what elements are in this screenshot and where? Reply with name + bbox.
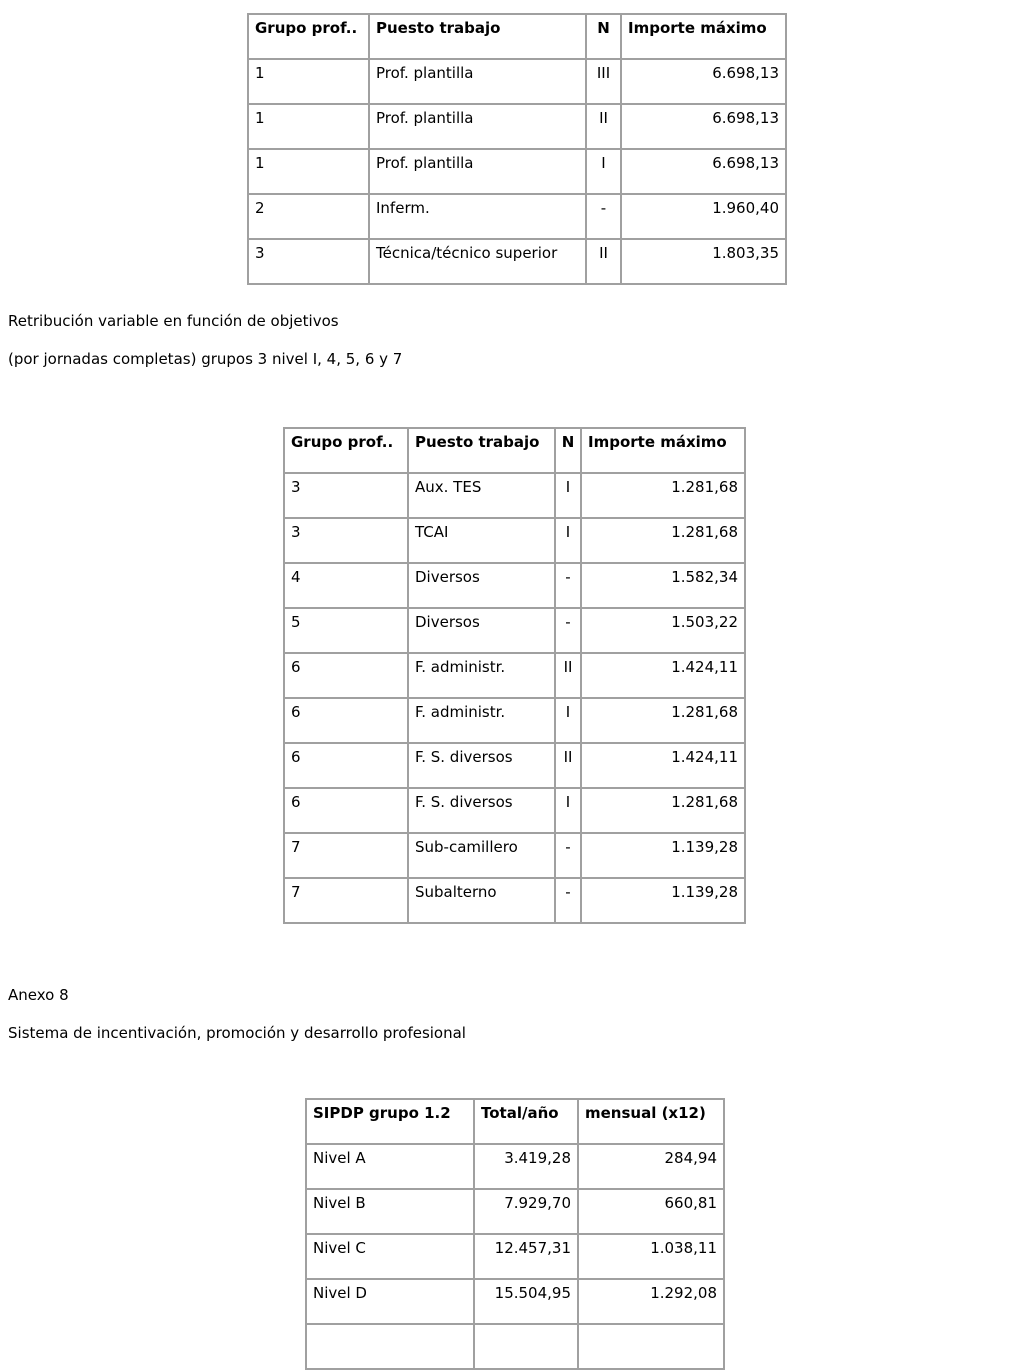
table-cell: F. S. diversos <box>408 788 555 833</box>
table-cell: 6 <box>284 653 408 698</box>
table-cell: 7.929,70 <box>474 1189 578 1234</box>
table-cell: Prof. plantilla <box>369 104 586 149</box>
table-cell: 6.698,13 <box>621 59 786 104</box>
table-cell: 15.504,95 <box>474 1279 578 1324</box>
table-cell: I <box>586 149 621 194</box>
column-header: N <box>555 428 581 473</box>
table-cell: II <box>555 743 581 788</box>
table-cell: Subalterno <box>408 878 555 923</box>
table-cell: I <box>555 473 581 518</box>
column-header: mensual (x12) <box>578 1099 724 1144</box>
table-row <box>306 1234 724 1279</box>
table-cell: 1.292,08 <box>578 1279 724 1324</box>
table-cell: 1.960,40 <box>621 194 786 239</box>
table-row <box>284 878 745 923</box>
table-row <box>248 239 786 284</box>
table-row <box>284 743 745 788</box>
table-cell: Diversos <box>408 608 555 653</box>
table-cell: Nivel B <box>306 1189 474 1234</box>
table-cell: I <box>555 698 581 743</box>
table-cell: 1.139,28 <box>581 833 745 878</box>
table-cell: 1.281,68 <box>581 788 745 833</box>
table-cell: - <box>555 608 581 653</box>
table-cell: - <box>555 833 581 878</box>
column-header: Total/año <box>474 1099 578 1144</box>
table-cell: - <box>555 563 581 608</box>
table-cell: 1.139,28 <box>581 878 745 923</box>
table-cell: - <box>586 194 621 239</box>
table-row <box>248 149 786 194</box>
variable-remuneration-table <box>283 427 746 924</box>
table-row <box>248 59 786 104</box>
table-row <box>284 518 745 563</box>
table-cell: Aux. TES <box>408 473 555 518</box>
table-cell: 284,94 <box>578 1144 724 1189</box>
table-cell: 1.281,68 <box>581 518 745 563</box>
table-cell: 6 <box>284 788 408 833</box>
column-header: Puesto trabajo <box>369 14 586 59</box>
variable-remuneration-heading: Retribución variable en función de objetivos <box>8 312 339 330</box>
table-cell: 7 <box>284 833 408 878</box>
table-cell: 1.281,68 <box>581 698 745 743</box>
anexo-subtitle: Sistema de incentivación, promoción y desarrollo profesional <box>8 1024 466 1042</box>
table-row <box>306 1189 724 1234</box>
table-row <box>284 608 745 653</box>
table-cell: II <box>555 653 581 698</box>
table-cell: 6.698,13 <box>621 104 786 149</box>
table-cell: 1.503,22 <box>581 608 745 653</box>
table-cell: F. administr. <box>408 698 555 743</box>
table-cell: 1.424,11 <box>581 653 745 698</box>
table-cell: II <box>586 104 621 149</box>
variable-remuneration-subheading: (por jornadas completas) grupos 3 nivel I, 4, 5, 6 y 7 <box>8 350 403 368</box>
table-row <box>248 104 786 149</box>
column-header: Grupo prof.. <box>248 14 369 59</box>
table-cell: 5 <box>284 608 408 653</box>
table-cell: II <box>586 239 621 284</box>
anexo-title: Anexo 8 <box>8 986 69 1004</box>
table-cell: 1.582,34 <box>581 563 745 608</box>
table-cell: Prof. plantilla <box>369 59 586 104</box>
table-cell: Nivel C <box>306 1234 474 1279</box>
table-cell <box>578 1324 724 1369</box>
table-cell: 1 <box>248 59 369 104</box>
table-cell: 2 <box>248 194 369 239</box>
header-row <box>284 428 745 473</box>
table-cell: F. S. diversos <box>408 743 555 788</box>
table-row <box>284 833 745 878</box>
table-cell: I <box>555 788 581 833</box>
table-cell: 7 <box>284 878 408 923</box>
table-cell: 3 <box>284 518 408 563</box>
table-cell: 1.281,68 <box>581 473 745 518</box>
column-header: Importe máximo <box>581 428 745 473</box>
table-row <box>306 1324 724 1369</box>
table-row <box>284 698 745 743</box>
table-cell: Técnica/técnico superior <box>369 239 586 284</box>
header-row <box>248 14 786 59</box>
table-cell: 1.424,11 <box>581 743 745 788</box>
table-cell: 12.457,31 <box>474 1234 578 1279</box>
table-cell: - <box>555 878 581 923</box>
table-cell: TCAI <box>408 518 555 563</box>
table-cell: 1.803,35 <box>621 239 786 284</box>
table-cell: 1 <box>248 149 369 194</box>
table-cell: Nivel D <box>306 1279 474 1324</box>
header-row <box>306 1099 724 1144</box>
table-cell: 1.038,11 <box>578 1234 724 1279</box>
column-header: SIPDP grupo 1.2 <box>306 1099 474 1144</box>
table-cell: 6.698,13 <box>621 149 786 194</box>
table-cell: 3 <box>248 239 369 284</box>
table-cell: 3 <box>284 473 408 518</box>
column-header: Grupo prof.. <box>284 428 408 473</box>
table-row <box>306 1279 724 1324</box>
table-cell: Nivel A <box>306 1144 474 1189</box>
table-cell: 3.419,28 <box>474 1144 578 1189</box>
column-header: N <box>586 14 621 59</box>
fixed-remuneration-table <box>247 13 787 285</box>
table-cell: 1 <box>248 104 369 149</box>
table-row <box>306 1144 724 1189</box>
table-row <box>284 473 745 518</box>
table-cell: I <box>555 518 581 563</box>
table-cell: 4 <box>284 563 408 608</box>
table-cell: Inferm. <box>369 194 586 239</box>
table-row <box>284 788 745 833</box>
table-row <box>284 653 745 698</box>
table-row <box>284 563 745 608</box>
table-cell <box>306 1324 474 1369</box>
table-row <box>248 194 786 239</box>
table-cell: F. administr. <box>408 653 555 698</box>
table-cell: Diversos <box>408 563 555 608</box>
table-cell: III <box>586 59 621 104</box>
table-cell: Sub-camillero <box>408 833 555 878</box>
table-cell: 6 <box>284 743 408 788</box>
column-header: Puesto trabajo <box>408 428 555 473</box>
table-cell: 660,81 <box>578 1189 724 1234</box>
sipdp-table <box>305 1098 725 1370</box>
table-cell: 6 <box>284 698 408 743</box>
table-cell: Prof. plantilla <box>369 149 586 194</box>
column-header: Importe máximo <box>621 14 786 59</box>
table-cell <box>474 1324 578 1369</box>
